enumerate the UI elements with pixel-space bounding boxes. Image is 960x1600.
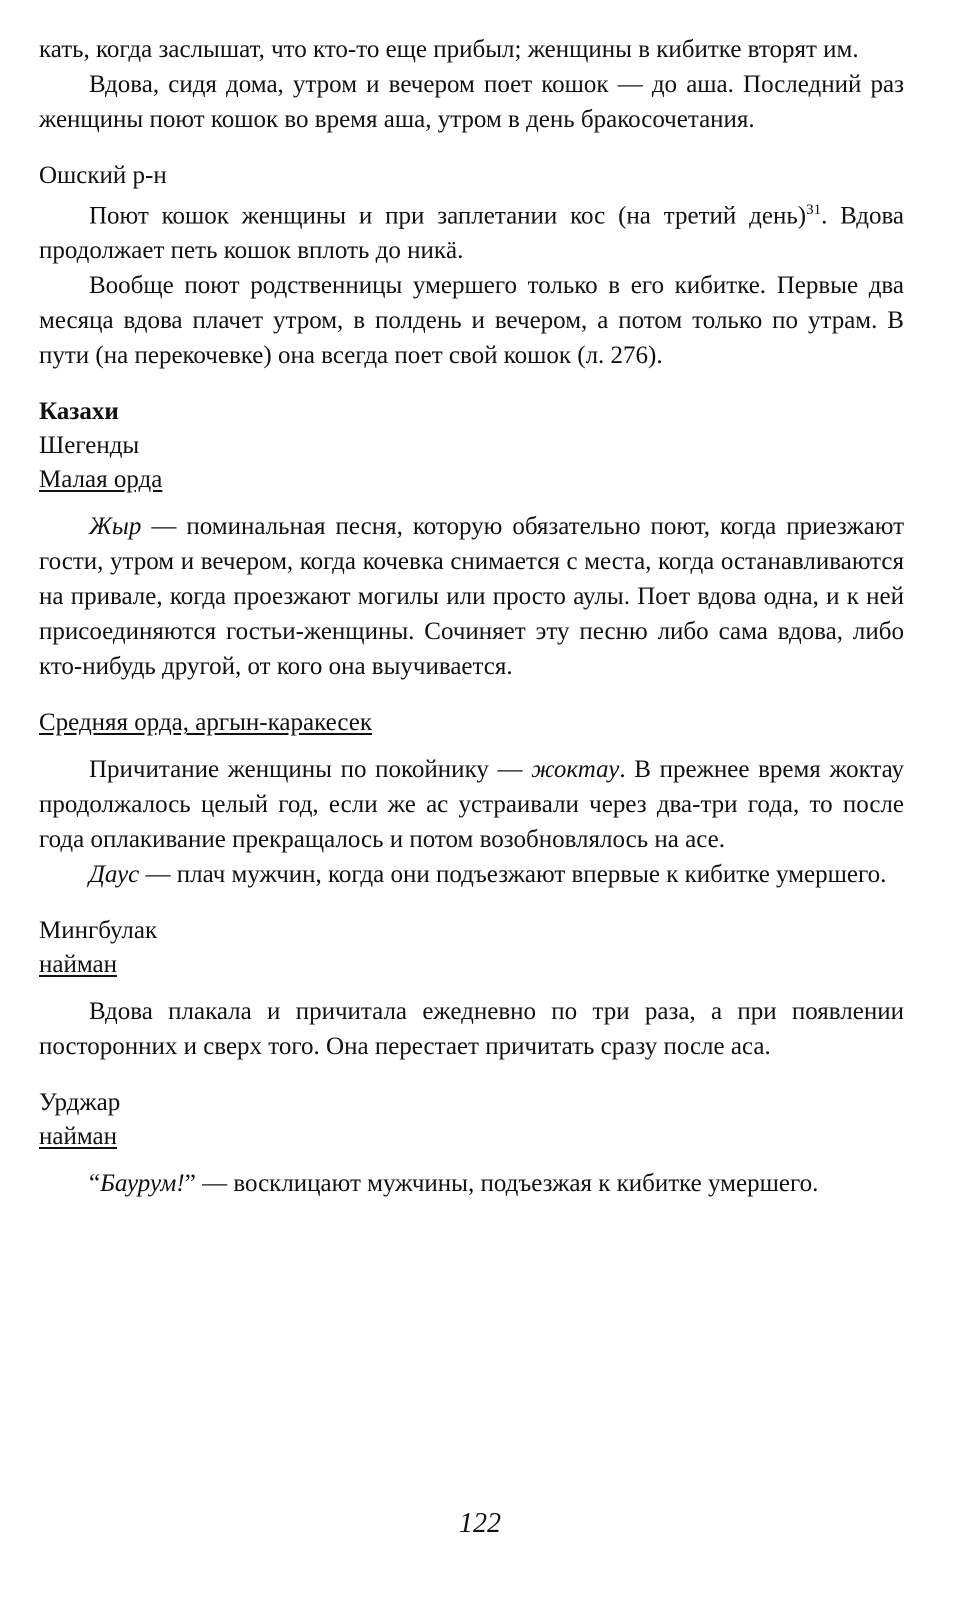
paragraph-zhoktau bbox=[39, 752, 904, 857]
term-zhoktau: жоктау bbox=[531, 756, 620, 784]
paragraph-relatives: Вообще поют родственницы умершего только в его кибитке. Первые два месяца вдова плачет утром, в полдень и вечером, а потом только по утрам. В пути (на перекочевке) она всегда поет свой кошок (л. 276). bbox=[39, 272, 904, 370]
term-zhyr: Жыр bbox=[89, 513, 142, 541]
paragraph-braiding-text: Поют кошок женщины и при заплетании кос (на третий день) bbox=[89, 202, 807, 230]
paragraph-widow-koshok: Вдова, сидя дома, утром и вечером поет кошок — до аша. Последний раз женщины поют кошок во время аша, утром в день бракосочетания. bbox=[39, 71, 904, 133]
paragraph-zhyr bbox=[39, 509, 904, 684]
paragraph-baurum-text: — восклицают мужчины, подъезжая к кибитке умершего. bbox=[195, 1170, 819, 1198]
heading-nayman-1: найман bbox=[39, 951, 117, 979]
heading-malaya-orda: Малая орда bbox=[39, 466, 163, 494]
term-baurum: Баурум! bbox=[100, 1170, 185, 1198]
paragraph-continuation: кать, когда заслышат, что кто-то еще прибыл; женщины в кибитке вторят им. bbox=[39, 36, 859, 63]
heading-kazakhi: Казахи bbox=[39, 398, 119, 426]
page-number: 122 bbox=[459, 1508, 501, 1539]
paragraph-daus bbox=[39, 857, 904, 892]
heading-osh-district: Ошский р-н bbox=[39, 162, 167, 189]
paragraph-baurum bbox=[39, 1166, 904, 1201]
paragraph-braiding-tail: . Вдова продолжает петь кошок вплоть до никä. bbox=[39, 202, 905, 265]
heading-nayman-2: найман bbox=[39, 1123, 117, 1151]
footnote-ref-31: 31 bbox=[806, 202, 822, 218]
paragraph-zhoktau-a: Причитание женщины по покойнику — bbox=[89, 756, 532, 784]
paragraph-zhoktau-b: . В прежнее время жоктау продолжалось целый год, если же ас устраивали через два-три года, то после года оплакивание прекращалось и потом возобновлялось на асе. bbox=[39, 756, 904, 854]
paragraph-zhyr-text: — поминальная песня, которую обязательно поют, когда приезжают гости, утром и вечером, когда кочевка снимается с места, когда останавливаются на привале, когда проезжают могилы или просто аулы. Поет вдова одна, и к ней присоединяются гостьи-женщины. Сочиняет эту песню либо сама вдова, либо кто-нибудь другой, от кого она выучивается. bbox=[39, 513, 904, 681]
heading-urdzhar: Урджар bbox=[39, 1089, 121, 1117]
heading-srednyaya-orda: Средняя орда, аргын-каракесек bbox=[39, 709, 372, 737]
quote-open: “ bbox=[89, 1170, 101, 1198]
paragraph-daus-text: — плач мужчин, когда они подъезжают впервые к кибитке умершего. bbox=[139, 861, 887, 889]
term-daus: Даус bbox=[89, 861, 140, 889]
heading-shegendy: Шегенды bbox=[39, 432, 140, 460]
paragraph-braiding bbox=[39, 193, 904, 268]
heading-mingbulak: Мингбулак bbox=[39, 917, 158, 945]
paragraph-widow-wailing: Вдова плакала и причитала ежедневно по три раза, а при появлении посторонних и сверх того. Она перестает причитать сразу после аса. bbox=[39, 998, 904, 1061]
quote-close: ” bbox=[184, 1170, 196, 1198]
